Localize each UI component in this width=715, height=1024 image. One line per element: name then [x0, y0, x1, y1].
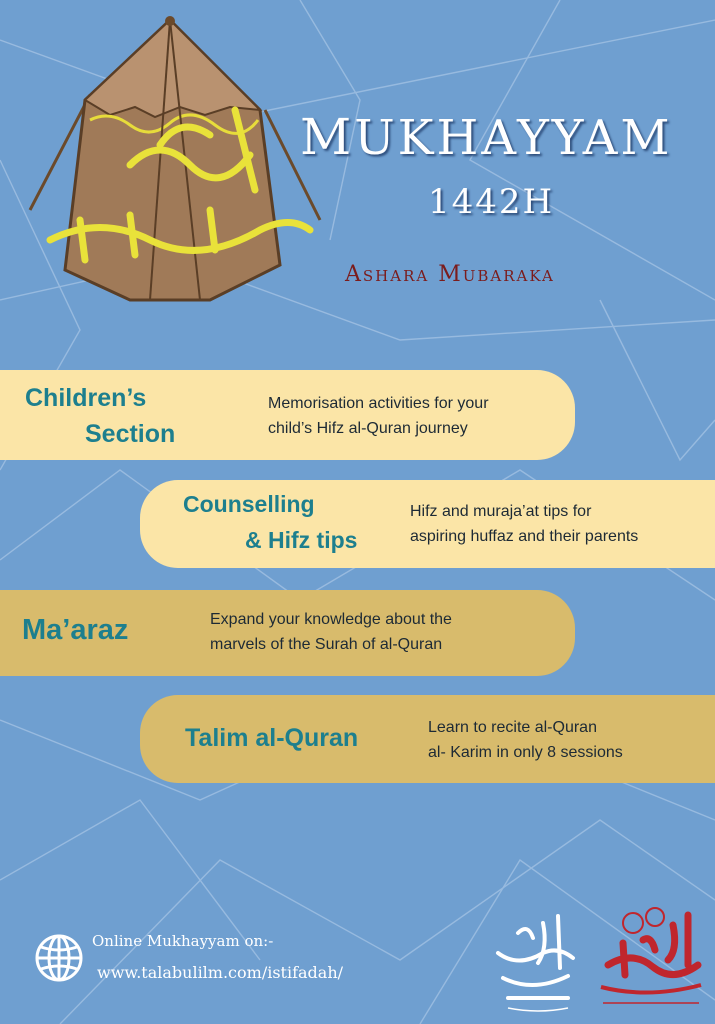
- section-heading: Talim al-Quran: [185, 724, 359, 752]
- section-talim-al-quran: [140, 695, 715, 783]
- page-title: MUKHAYYAM: [300, 108, 673, 166]
- section-description: Memorisation activities for your: [268, 395, 489, 412]
- section-counselling: [140, 480, 715, 568]
- section-description: Expand your knowledge about the: [210, 611, 452, 628]
- globe-icon: [34, 933, 84, 983]
- section-heading: Children’s: [25, 384, 147, 412]
- event-subtitle: Ashara Mubaraka: [345, 262, 555, 287]
- section-heading: Ma’araz: [22, 614, 129, 646]
- tent-logo: [10, 15, 340, 315]
- section-description: marvels of the Surah of al-Quran: [210, 636, 443, 653]
- dairat-logo: [593, 905, 709, 1017]
- section-description: child’s Hifz al-Quran journey: [268, 420, 468, 437]
- section-description: al- Karim in only 8 sessions: [428, 744, 623, 761]
- section-maaraz: [0, 590, 575, 676]
- section-heading: Counselling: [183, 491, 315, 517]
- section-heading: Section: [85, 420, 176, 448]
- mahad-al-zahra-logo: [488, 908, 580, 1018]
- online-label: Online Mukhayyam on:-: [92, 932, 274, 950]
- section-description: Learn to recite al-Quran: [428, 719, 597, 736]
- section-description: aspiring huffaz and their parents: [410, 528, 639, 545]
- section-childrens: [0, 370, 575, 460]
- section-heading: & Hifz tips: [245, 527, 358, 553]
- section-description: Hifz and muraja’at tips for: [410, 503, 592, 520]
- year-label: 1442H: [428, 182, 555, 222]
- website-link[interactable]: www.talabulilm.com/istifadah/: [97, 963, 344, 982]
